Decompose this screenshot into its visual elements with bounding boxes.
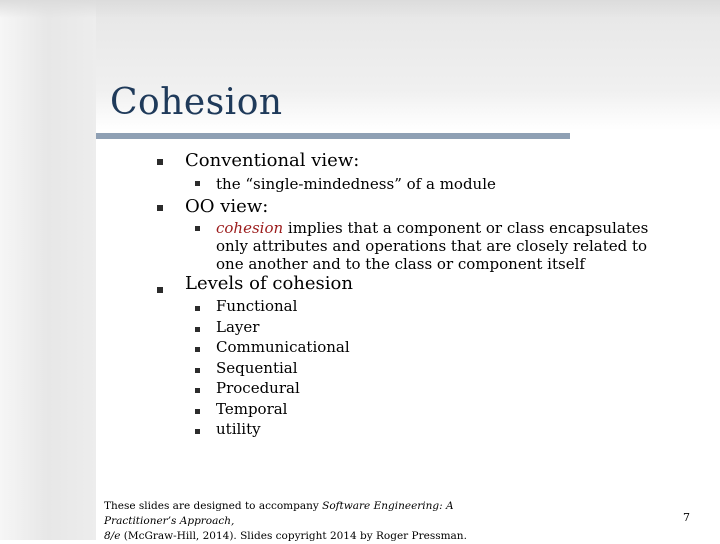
square-bullet-icon xyxy=(195,429,200,434)
oo-line1: implies that a component or class encapsulates xyxy=(283,219,649,237)
title-underline xyxy=(96,133,570,139)
square-bullet-icon xyxy=(195,181,200,186)
page-number: 7 xyxy=(683,511,690,524)
square-bullet-icon xyxy=(195,347,200,352)
square-bullet-icon xyxy=(195,327,200,332)
bullet-conventional-view: Conventional view: xyxy=(185,150,360,171)
square-bullet-icon xyxy=(157,159,163,165)
slide-footer xyxy=(104,499,524,544)
square-bullet-icon xyxy=(157,205,163,211)
level-item: utility xyxy=(216,420,261,438)
sub-bullet-oo-definition xyxy=(216,219,648,273)
square-bullet-icon xyxy=(195,306,200,311)
cohesion-term: cohesion xyxy=(216,219,284,237)
square-bullet-icon xyxy=(195,388,200,393)
level-item: Functional xyxy=(216,297,298,315)
slide-title: Cohesion xyxy=(110,82,283,123)
bullet-oo-view: OO view: xyxy=(185,196,269,217)
level-item: Sequential xyxy=(216,359,298,377)
footer-book-title: Software Engineering: A Practitioner’s Approach, xyxy=(104,500,454,527)
level-item: Communicational xyxy=(216,338,350,356)
square-bullet-icon xyxy=(195,226,200,231)
level-item: Procedural xyxy=(216,379,300,397)
square-bullet-icon xyxy=(157,287,163,293)
bullet-levels-of-cohesion: Levels of cohesion xyxy=(185,273,353,294)
square-bullet-icon xyxy=(195,368,200,373)
square-bullet-icon xyxy=(195,409,200,414)
level-item: Layer xyxy=(216,318,260,336)
level-item: Temporal xyxy=(216,400,288,418)
sub-bullet-single-mindedness: the “single-mindedness” of a module xyxy=(216,175,496,193)
top-shadow xyxy=(0,0,720,18)
footer-text: These slides are designed to accompany xyxy=(104,500,323,512)
oo-line3: one another and to the class or component itself xyxy=(216,255,585,273)
footer-copyright: (McGraw-Hill, 2014). Slides copyright 2014 by Roger Pressman. xyxy=(120,530,467,542)
oo-line2: only attributes and operations that are closely related to xyxy=(216,237,648,255)
footer-edition: 8/e xyxy=(104,530,121,542)
left-decorative-band xyxy=(0,0,96,540)
